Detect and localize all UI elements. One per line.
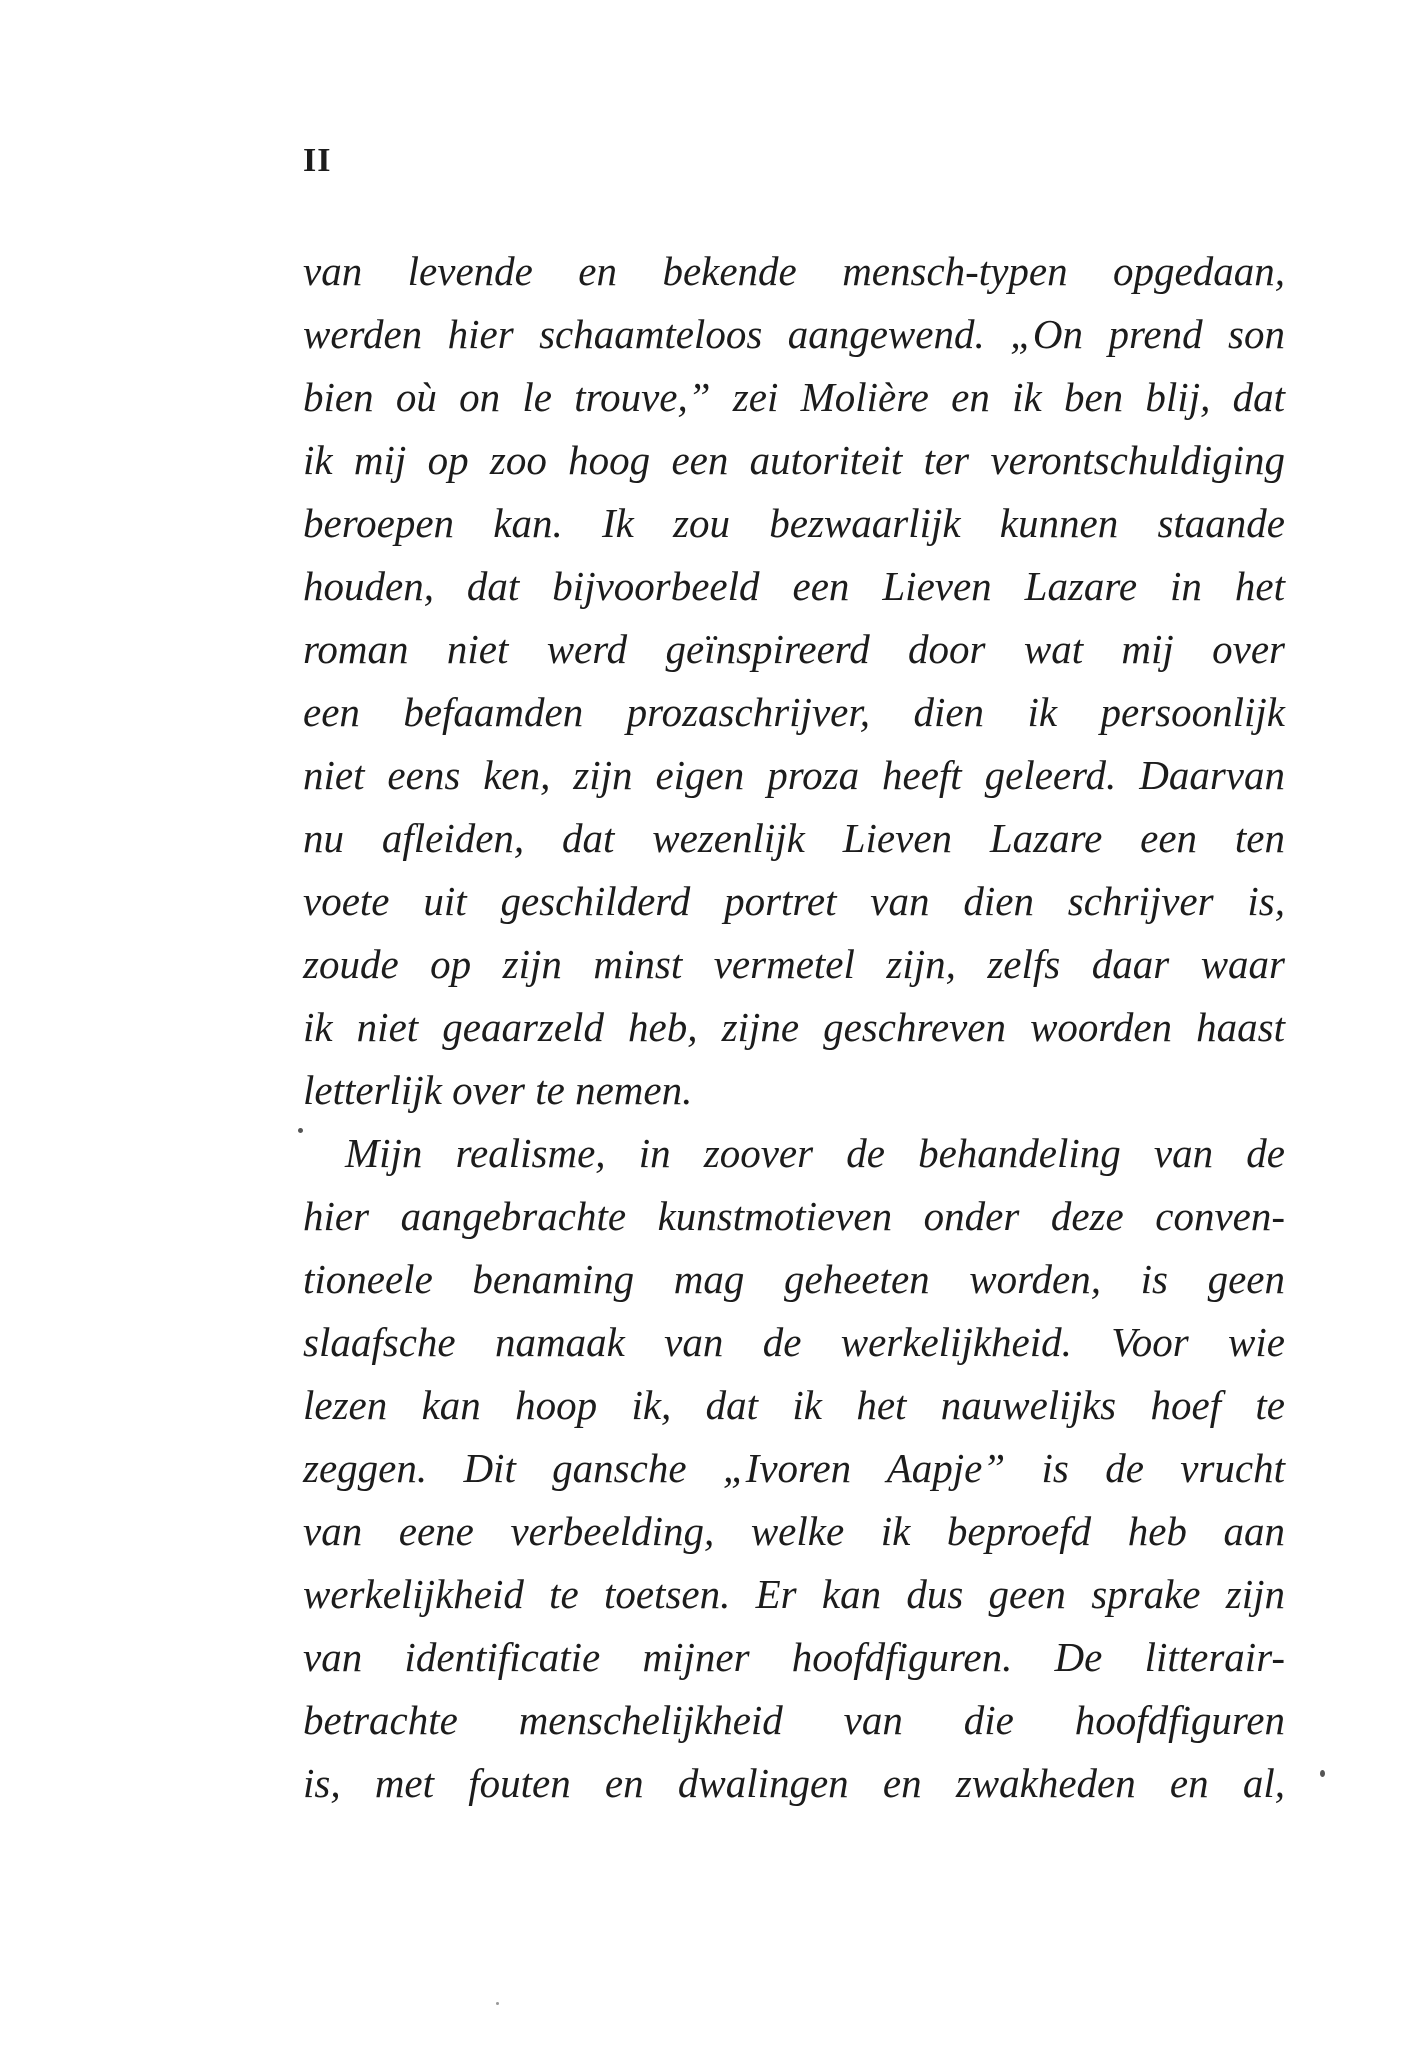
text-line: ik niet geaarzeld heb, zijne geschreven woorden haast (303, 1004, 1285, 1050)
text-line: slaafsche namaak van de werkelijkheid. Voor wie (303, 1319, 1285, 1365)
text-line: lezen kan hoop ik, dat ik het nauwelijks hoef te (303, 1382, 1285, 1428)
paragraph-2 (303, 1122, 1285, 1815)
text-line: beroepen kan. Ik zou bezwaarlijk kunnen staande (303, 500, 1285, 546)
text-line: tioneele benaming mag geheeten worden, is geen (303, 1256, 1285, 1302)
text-line: roman niet werd geïnspireerd door wat mij over (303, 626, 1285, 672)
paragraph-1 (303, 240, 1285, 1122)
print-speck (496, 2002, 499, 2005)
print-speck (1320, 1770, 1325, 1777)
text-line: van eene verbeelding, welke ik beproefd heb aan (303, 1508, 1285, 1554)
text-line: Mijn realisme, in zoover de behandeling van de (345, 1130, 1285, 1176)
text-line: betrachte menschelijkheid van die hoofdfiguren (303, 1697, 1285, 1743)
text-line: ik mij op zoo hoog een autoriteit ter verontschuldiging (303, 437, 1285, 483)
text-line: bien où on le trouve,” zei Molière en ik ben blij, dat (303, 374, 1285, 420)
text-line: hier aangebrachte kunstmotieven onder deze conven- (303, 1193, 1285, 1239)
page-number: II (303, 142, 332, 179)
text-line: is, met fouten en dwalingen en zwakheden en al, (303, 1760, 1285, 1806)
print-speck (298, 1128, 303, 1133)
text-line: werkelijkheid te toetsen. Er kan dus geen sprake zijn (303, 1571, 1285, 1617)
text-line: houden, dat bijvoorbeeld een Lieven Lazare in het (303, 563, 1285, 609)
text-line: werden hier schaamteloos aangewend. „On prend son (303, 311, 1285, 357)
text-line: zeggen. Dit gansche „Ivoren Aapje” is de vrucht (303, 1445, 1285, 1491)
text-line: voete uit geschilderd portret van dien schrijver is, (303, 878, 1285, 924)
text-line: niet eens ken, zijn eigen proza heeft geleerd. Daarvan (303, 752, 1285, 798)
text-line: van identificatie mijner hoofdfiguren. De litterair- (303, 1634, 1285, 1680)
body-text (303, 240, 1285, 1815)
text-line: letterlijk over te nemen. (303, 1067, 693, 1113)
text-line: een befaamden prozaschrijver, dien ik persoonlijk (303, 689, 1285, 735)
text-line: nu afleiden, dat wezenlijk Lieven Lazare een ten (303, 815, 1285, 861)
text-line: van levende en bekende mensch-typen opgedaan, (303, 248, 1285, 294)
text-line: zoude op zijn minst vermetel zijn, zelfs daar waar (303, 941, 1285, 987)
